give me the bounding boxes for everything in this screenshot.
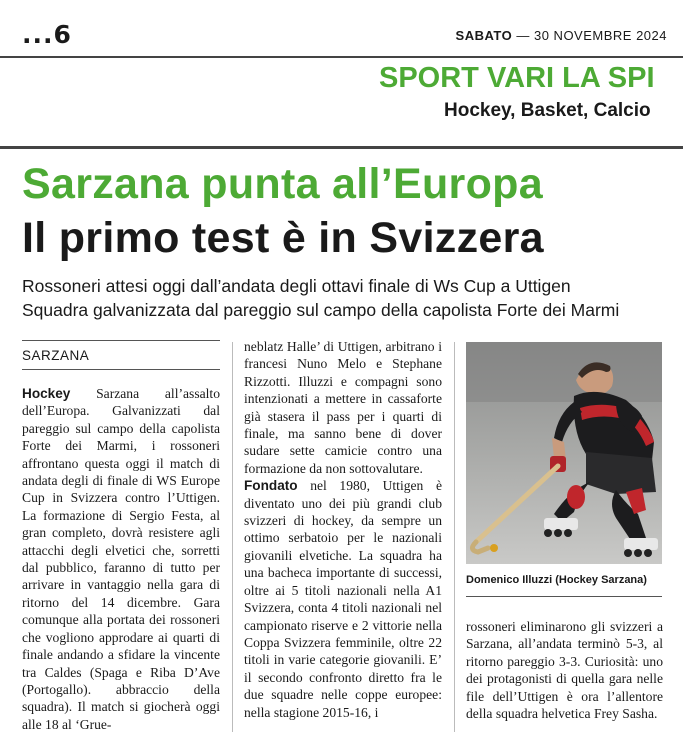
issue-date (456, 28, 667, 43)
paragraph-1-text: Sarzana all’assalto dell’Europa. Galvanizzati dal pareggio sul campo della capolista Forte dei Marmi, i rossoneri affrontano questa oggi il match di andata degli di finale di WS Europe Cup in Svizzera contro l’Uttigen. La formazione di Sergio Festa, al gran completo, dovrà resistere agli attacchi degli elvetici che, sorretti dal pubblico, faranno di tutto per arrivare in vantaggio nella gara di ritorno del 14 dicembre. Gara comunque alla portata dei rossoneri che vogliono approdare ai quarti di finale andando a sfidare la vincente tra Caldes (Spaga e Riba D’Ave (Portogallo). abbraccio della squadra). Il match si giocherà oggi alle 18 al ‘Grue- (22, 386, 220, 732)
subheadline-2: Squadra galvanizzata dal pareggio sul campo della capolista Forte dei Marmi (22, 300, 620, 320)
column-divider-2 (454, 342, 455, 732)
section-rule (0, 146, 683, 149)
lead-word-fondato: Fondato (244, 478, 298, 494)
section-title: SPORT VARI LA SPI (379, 62, 655, 94)
paragraph-1 (22, 385, 220, 733)
paragraph-3-text: nel 1980, Uttigen è diventato uno dei più grandi club svizzeri di hockey, da sempre un ottimo serbatoio per le nazionali giovanili elvetiche. La squadra ha una bacheca importante di successi, oltre ai 5 titoli nazionali nella A1 Svizzera, conta 4 titoli nazionali nel campionato riserve e 2 vittorie nella Coppa Svizzera femminile, oltre 22 titoli in varie categorie giovanili. E’ il secondo confronto diretto fra le due squadre nelle coppe europee: nella stagione 2015-16, i (244, 478, 442, 720)
column-divider-1 (232, 342, 233, 732)
article-column-1 (22, 385, 220, 733)
section-subtitle: Hockey, Basket, Calcio (444, 100, 651, 121)
paragraph-3 (244, 477, 442, 721)
paragraph-2: neblatz Halle’ di Uttigen, arbitrano i francesi Nuno Melo e Stephane Rizzotti. Illuzzi e compagni sono intenzionati a mettere in cassaforte già stasera il pass per i quarti di finale, ma sanno bene di dover sudare sette camicie contro una formazione da non sottovalutare. (244, 339, 442, 476)
issue-day: SABATO (455, 28, 513, 43)
caption-rule (466, 596, 662, 597)
lead-word-hockey: Hockey (22, 386, 71, 401)
headline-secondary: Il primo test è in Svizzera (22, 214, 544, 262)
photo-caption: Domenico Illuzzi (Hockey Sarzana) (466, 574, 647, 586)
hockey-player-photo (466, 342, 662, 564)
header-rule (0, 56, 683, 58)
headline-primary: Sarzana punta all’Europa (22, 160, 543, 208)
dateline-location: SARZANA (22, 340, 220, 370)
page-number: ...6 (22, 20, 72, 49)
page-header (0, 0, 683, 58)
paragraph-4: rossoneri eliminarono gli svizzeri a Sarzana, all’andata terminò 5-3, al ritorno pareggio 3-3. Curiosità: uno dei protagonisti di quella gara nelle file dell’Uttigen è ora l’allentore della squadra helvetica Frey Sasha. (466, 619, 663, 722)
roller-hockey-player-illustration (466, 342, 662, 564)
article-column-3 (466, 618, 663, 722)
issue-date-text: — 30 NOVEMBRE 2024 (516, 28, 667, 43)
subheadline-1: Rossoneri attesi oggi dall’andata degli ottavi finale di Ws Cup a Uttigen (22, 276, 571, 296)
article-column-2 (244, 338, 442, 721)
